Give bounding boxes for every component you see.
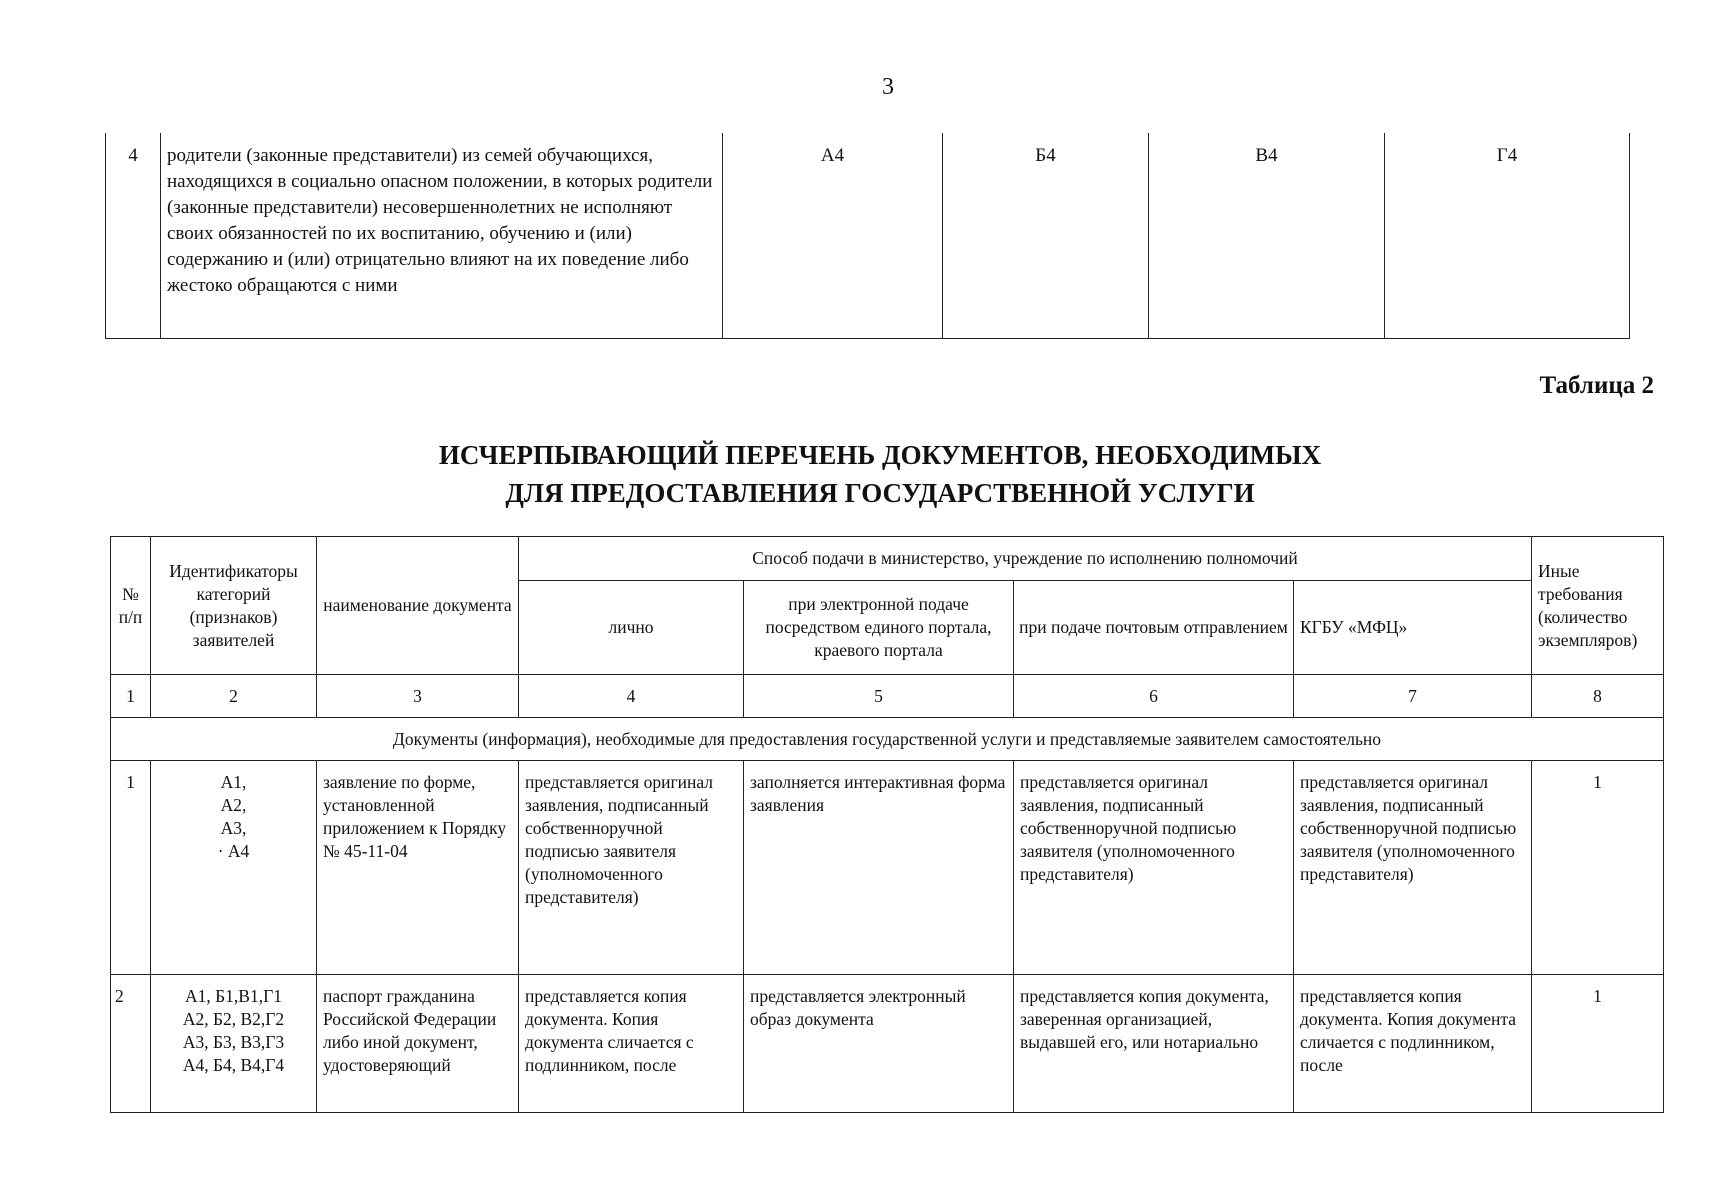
column-number: 6 (1014, 675, 1294, 718)
table-row (111, 761, 1664, 975)
header-num: № п/п (111, 537, 151, 675)
header-electronic: при электронной подаче посредством единого портала, краевого портала (744, 581, 1014, 675)
column-number: 4 (519, 675, 744, 718)
identifier-line: А3, (220, 818, 247, 838)
column-number: 8 (1532, 675, 1664, 718)
header-submission-method: Способ подачи в министерство, учреждение по исполнению полномочий (519, 537, 1532, 581)
doc-name-cell: заявление по форме, установленной приложением к Порядку № 45-11-04 (317, 761, 519, 975)
header-in-person: лично (519, 581, 744, 675)
column-number: 2 (151, 675, 317, 718)
category-description: родители (законные представители) из семей обучающихся, находящихся в социально опасном положении, в которых родители (законные представители) несовершеннолетних не исполняют своих обязанностей по их воспитанию, обучению и (или) содержанию и (или) отрицательно влияют на их поведение либо жестоко обращаются с ними (161, 133, 723, 338)
copies-cell: 1 (1532, 975, 1664, 1113)
column-number: 5 (744, 675, 1014, 718)
identifier-line: А2, (220, 795, 247, 815)
column-number: 1 (111, 675, 151, 718)
page-number: 3 (882, 74, 894, 100)
copies-cell: 1 (1532, 761, 1664, 975)
mfc-cell: представляется оригинал заявления, подписанный собственноручной подписью заявителя (уполномоченного представителя) (1294, 761, 1532, 975)
electronic-cell: представляется электронный образ документа (744, 975, 1014, 1113)
identifier-line: А1, Б1,В1,Г1 (185, 986, 282, 1006)
categories-table-continuation (105, 133, 1630, 339)
section-title: Документы (информация), необходимые для предоставления государственной услуги и представляемые заявителем самостоятельно (111, 718, 1664, 761)
header-other-requirements: Иные требования (количество экземпляров) (1532, 537, 1664, 675)
identifiers-cell (151, 975, 317, 1113)
doc-name-cell: паспорт гражданина Российской Федерации либо иной документ, удостоверяющий (317, 975, 519, 1113)
table-row (106, 133, 1630, 338)
table-label: Таблица 2 (1539, 372, 1654, 399)
row-number: 4 (106, 133, 161, 338)
identifier-line: А3, Б3, В3,Г3 (182, 1032, 285, 1052)
header-mfc: КГБУ «МФЦ» (1294, 581, 1532, 675)
header-row (111, 537, 1664, 581)
identifiers-cell (151, 761, 317, 975)
title-line-2: ДЛЯ ПРЕДОСТАВЛЕНИЯ ГОСУДАРСТВЕННОЙ УСЛУГИ (505, 478, 1255, 508)
section-row (111, 718, 1664, 761)
header-postal: при подаче почтовым отправлением (1014, 581, 1294, 675)
column-number-row (111, 675, 1664, 718)
identifier-a: А4 (723, 133, 943, 338)
column-number: 7 (1294, 675, 1532, 718)
in-person-cell: представляется оригинал заявления, подписанный собственноручной подписью заявителя (уполномоченного представителя) (519, 761, 744, 975)
header-doc-name: наименование документа (317, 537, 519, 675)
identifier-line: · А4 (217, 841, 250, 861)
title-line-1: ИСЧЕРПЫВАЮЩИЙ ПЕРЕЧЕНЬ ДОКУМЕНТОВ, НЕОБХОДИМЫХ (438, 440, 1322, 470)
mfc-cell: представляется копия документа. Копия документа сличается с подлинником, после (1294, 975, 1532, 1113)
identifier-b: Б4 (943, 133, 1149, 338)
row-number: 1 (111, 761, 151, 975)
postal-cell: представляется копия документа, заверенная организацией, выдавшей его, или нотариально (1014, 975, 1294, 1113)
documents-table (110, 536, 1664, 1113)
in-person-cell: представляется копия документа. Копия документа сличается с подлинником, после (519, 975, 744, 1113)
identifier-line: А1, (220, 772, 247, 792)
identifier-line: А4, Б4, В4,Г4 (182, 1055, 285, 1075)
identifier-g: Г4 (1385, 133, 1630, 338)
row-number: 2 (111, 975, 151, 1113)
header-identifiers: Идентификаторы категорий (признаков) заявителей (151, 537, 317, 675)
electronic-cell: заполняется интерактивная форма заявления (744, 761, 1014, 975)
postal-cell: представляется оригинал заявления, подписанный собственноручной подписью заявителя (уполномоченного представителя) (1014, 761, 1294, 975)
identifier-v: В4 (1149, 133, 1385, 338)
page-title (100, 436, 1660, 512)
identifier-line: А2, Б2, В2,Г2 (182, 1009, 285, 1029)
table-row (111, 975, 1664, 1113)
column-number: 3 (317, 675, 519, 718)
